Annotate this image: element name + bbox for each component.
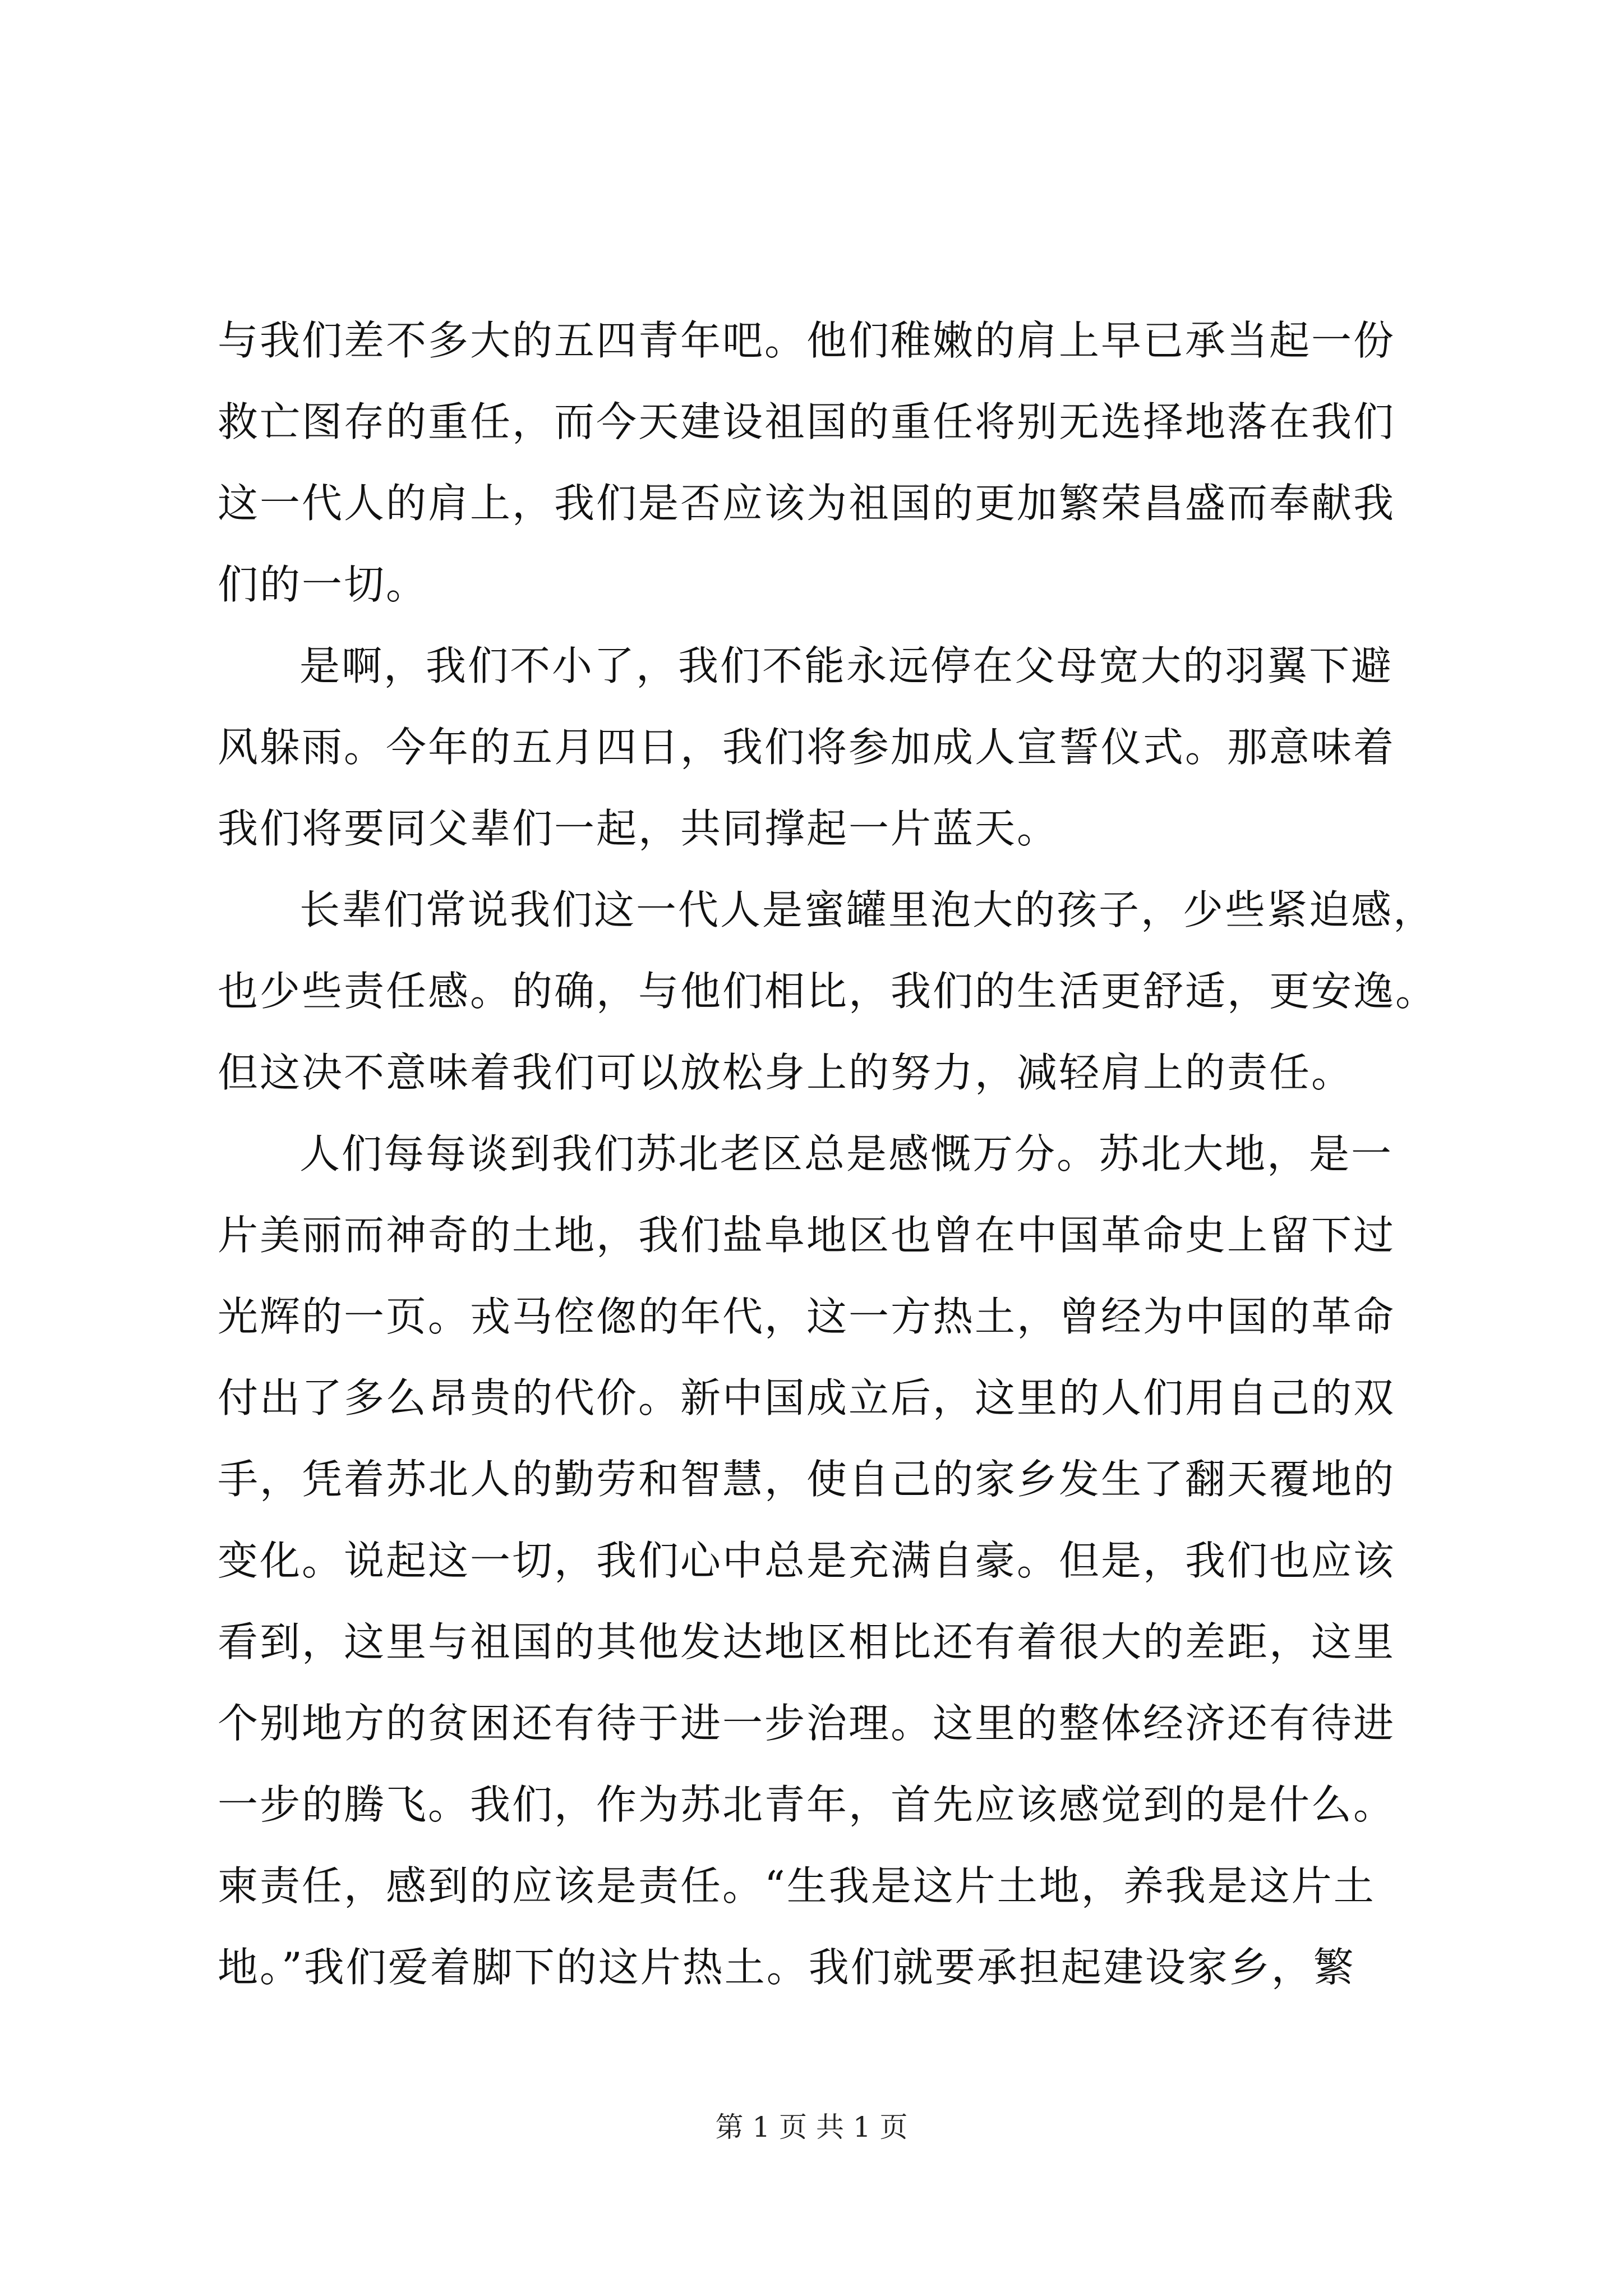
text-line: 个别地方的贫困还有待于进一步治理。这里的整体经济还有待进 (218, 1700, 1396, 1747)
text-line: 们的一切。 (218, 561, 428, 608)
text-line: 与我们差不多大的五四青年吧。他们稚嫩的肩上早已承当起一份 (218, 317, 1396, 364)
text-line: 变化。说起这一切，我们心中总是充满自豪。但是，我们也应该 (218, 1537, 1396, 1584)
text-line: 但这决不意味着我们可以放松身上的努力，减轻肩上的责任。 (218, 1049, 1354, 1096)
text-line: 我们将要同父辈们一起，共同撑起一片蓝天。 (218, 805, 1059, 852)
text-line: 救亡图存的重任，而今天建设祖国的重任将别无选择地落在我们 (218, 398, 1396, 445)
paragraph-first-line: 是啊，我们不小了，我们不能永远停在父母宽大的羽翼下避 (299, 642, 1394, 689)
document-body (218, 300, 1439, 2008)
text-line: 这一代人的肩上，我们是否应该为祖国的更加繁荣昌盛而奉献我 (218, 480, 1396, 527)
text-line: 片美丽而神奇的土地，我们盐阜地区也曾在中国革命史上留下过 (218, 1212, 1396, 1259)
text-line: 柬责任，感到的应该是责任。“生我是这片土地，养我是这片土 (218, 1862, 1376, 1910)
text-line: 付出了多么昂贵的代价。新中国成立后，这里的人们用自己的双 (218, 1374, 1396, 1421)
paragraph-first-line: 人们每每谈到我们苏北老区总是感慨万分。苏北大地，是一 (299, 1130, 1394, 1177)
text-line: 地。”我们爱着脚下的这片热土。我们就要承担起建设家乡，繁 (218, 1944, 1355, 1991)
text-line: 也少些责任感。的确，与他们相比，我们的生活更舒适，更安逸。 (218, 968, 1438, 1015)
text-line: 光辉的一页。戎马倥偬的年代，这一方热土，曾经为中国的革命 (218, 1293, 1396, 1340)
text-line: 看到，这里与祖国的其他发达地区相比还有着很大的差距，这里 (218, 1618, 1396, 1665)
paragraph-first-line: 长辈们常说我们这一代人是蜜罐里泡大的孩子，少些紧迫感， (299, 886, 1436, 933)
page-number-footer: 第 1 页 共 1 页 (715, 2111, 908, 2143)
text-line: 一步的腾飞。我们，作为苏北青年，首先应该感觉到的是什么。 (218, 1781, 1396, 1828)
text-line: 手，凭着苏北人的勤劳和智慧，使自己的家乡发生了翻天覆地的 (218, 1456, 1396, 1503)
text-line: 风躲雨。今年的五月四日，我们将参加成人宣誓仪式。那意味着 (218, 724, 1396, 771)
